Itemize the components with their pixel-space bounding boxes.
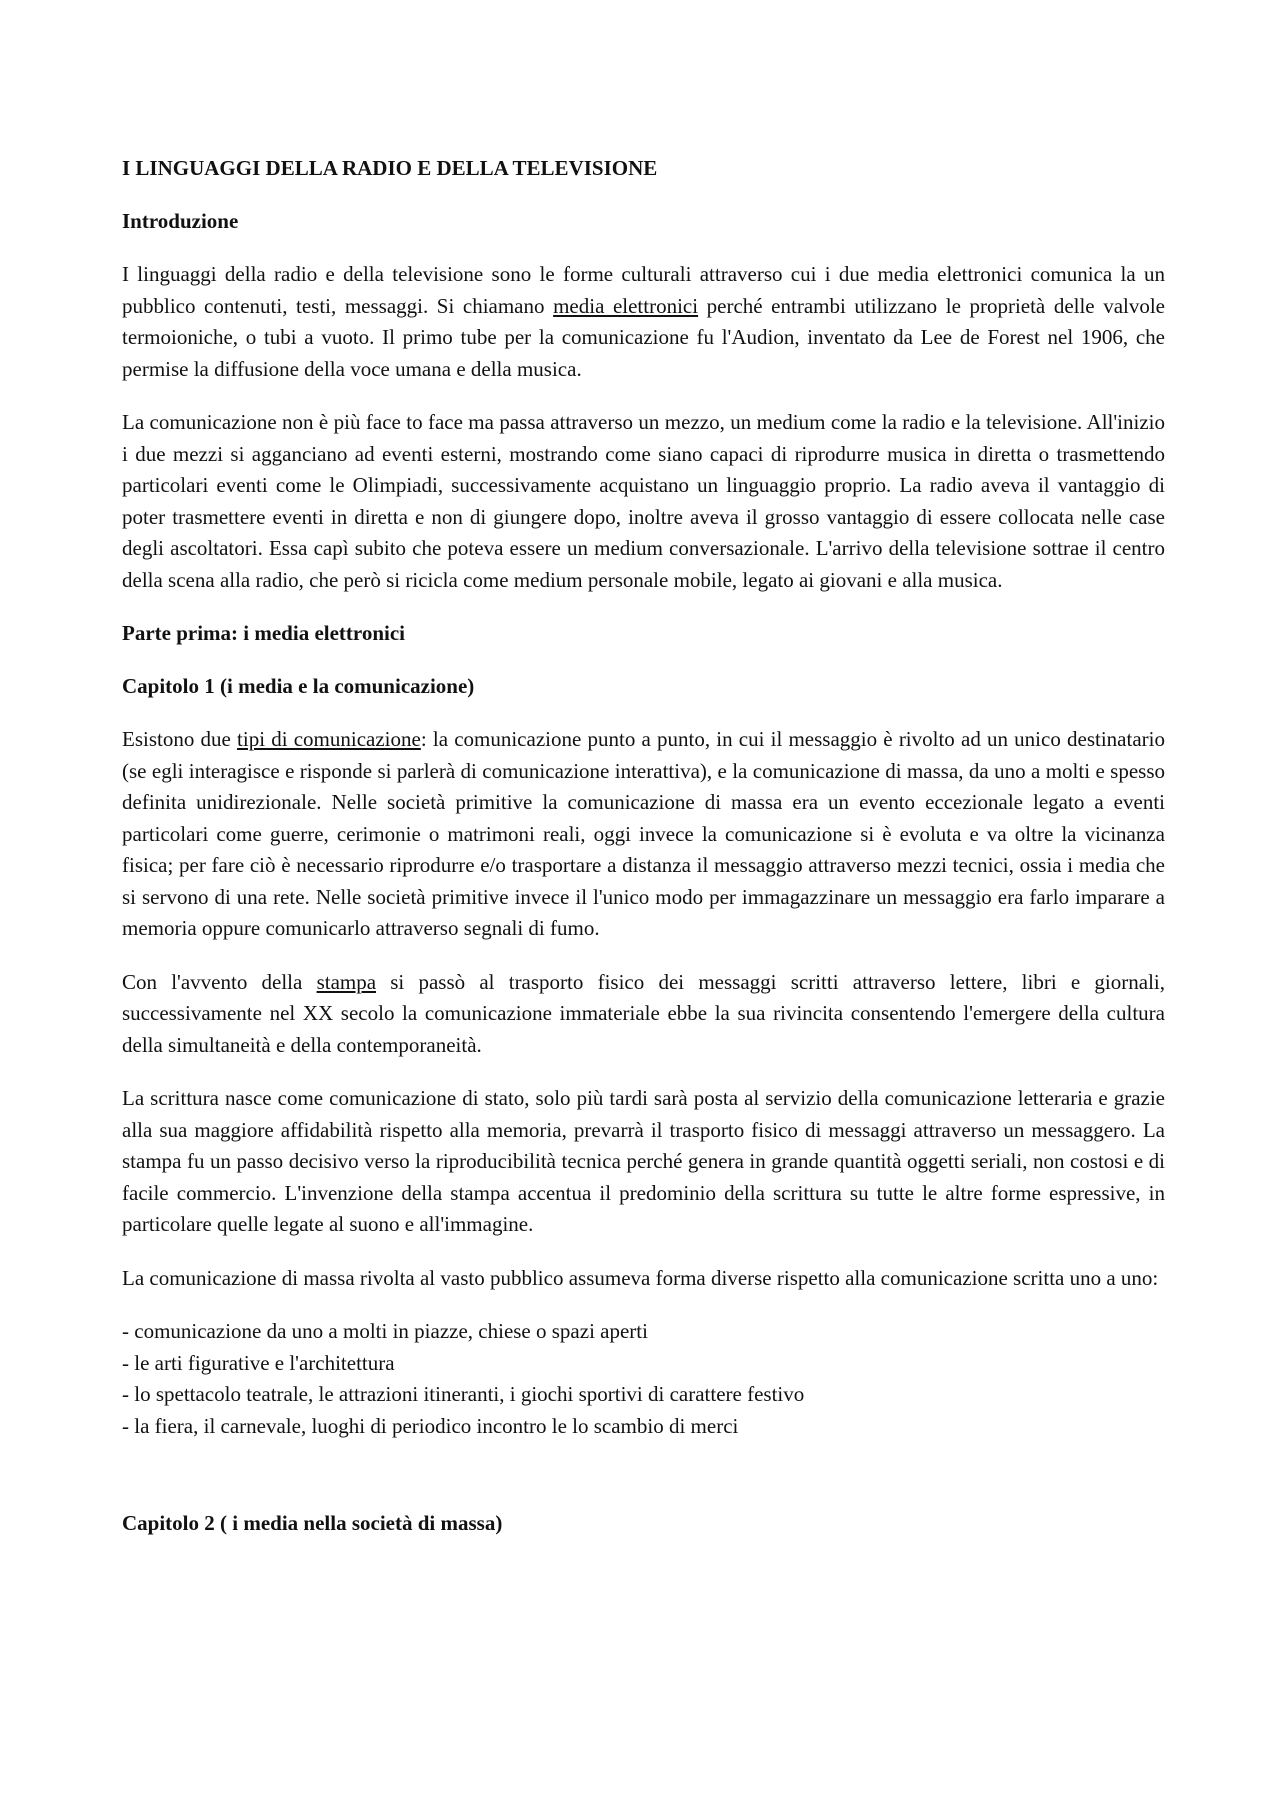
- stampa-link[interactable]: stampa: [316, 969, 377, 994]
- media-elettronici-link[interactable]: media elettronici: [553, 293, 699, 318]
- list-item: - comunicazione da uno a molti in piazze, chiese o spazi aperti: [122, 1319, 648, 1343]
- intro-paragraph-1: I linguaggi della radio e della televisione sono le forme culturali attraverso cui i due media elettronici comunica la un pubblico contenuti, testi, messaggi. Si chiamano media elettronici perché entrambi utilizzano le proprietà delle valvole termoioniche, o tubi a vuoto. Il primo tube per la comunicazione fu l'Audion, inventato da Lee de Forest nel 1906, che permise la diffusione della voce umana e della musica.: [122, 262, 1166, 381]
- chapter1-paragraph-3: La scrittura nasce come comunicazione di stato, solo più tardi sarà posta al servizio della comunicazione letteraria e grazie alla sua maggiore affidabilità rispetto alla memoria, prevarrà il trasporto fisico di messaggi attraverso un messaggero. La stampa fu un passo decisivo verso la riproducibilità tecnica perché genera in grande quantità oggetti seriali, non costosi e di facile commercio. L'invenzione della stampa accentua il predominio della scrittura su tutte le altre forme espressive, in particolare quelle legate al suono e all'immagine.: [122, 1086, 1165, 1236]
- list-item: - le arti figurative e l'architettura: [122, 1350, 395, 1375]
- tipi-di-comunicazione-link[interactable]: tipi di comunicazione: [237, 727, 421, 751]
- chapter1-heading: Capitolo 1 (i media e la comunicazione): [122, 674, 475, 698]
- mass-communication-list: [122, 1316, 1165, 1442]
- chapter2-heading: Capitolo 2 ( i media nella società di massa): [122, 1511, 503, 1535]
- list-item: - la fiera, il carnevale, luoghi di periodico incontro le lo scambio di merci: [122, 1413, 739, 1438]
- spacer: [122, 1442, 1165, 1508]
- chapter1-paragraph-2: Con l'avvento della stampa si passò al trasporto fisico dei messaggi scritti attraverso lettere, libri e giornali, successivamente nel XX secolo la comunicazione immateriale ebbe la sua rivincita consentendo l'emergere della cultura della simultaneità e della contemporaneità.: [122, 969, 1165, 1057]
- chapter1-paragraph-4: La comunicazione di massa rivolta al vasto pubblico assumeva forma diverse rispetto alla comunicazione scritta uno a uno:: [122, 1265, 1159, 1290]
- part1-heading: Parte prima: i media elettronici: [122, 621, 406, 645]
- intro-paragraph-2: La comunicazione non è più face to face ma passa attraverso un mezzo, un medium come la radio e la televisione. All'inizio i due mezzi si agganciano ad eventi esterni, mostrando come siano capaci di riprodurre musica in diretta o trasmettendo particolari eventi come le Olimpiadi, successivamente acquistano un linguaggio proprio. La radio aveva il vantaggio di poter trasmettere eventi in diretta e non di giungere dopo, inoltre aveva il grosso vantaggio di essere collocata nelle case degli ascoltatori. Essa capì subito che poteva essere un medium conversazionale. L'arrivo della televisione sottrae il centro della scena alla radio, che però si ricicla come medium personale mobile, legato ai giovani e alla musica.: [122, 410, 1165, 592]
- document-title: I LINGUAGGI DELLA RADIO E DELLA TELEVISIONE: [122, 156, 658, 180]
- list-item: - lo spettacolo teatrale, le attrazioni itineranti, i giochi sportivi di carattere festivo: [122, 1382, 805, 1406]
- intro-heading: Introduzione: [122, 209, 239, 233]
- chapter1-paragraph-1: Esistono due tipi di comunicazione: la comunicazione punto a punto, in cui il messaggio è rivolto ad un unico destinatario (se egli interagisce e risponde si parlerà di comunicazione interattiva), e la comunicazione di massa, da uno a molti e spesso definita unidirezionale. Nelle società primitive la comunicazione di massa era un evento eccezionale legato a eventi particolari come guerre, cerimonie o matrimoni reali, oggi invece la comunicazione si è evoluta e va oltre la vicinanza fisica; per fare ciò è necessario riprodurre e/o trasportare a distanza il messaggio attraverso mezzi tecnici, ossia i media che si servono di una rete. Nelle società primitive invece il l'unico modo per immagazzinare un messaggio era farlo imparare a memoria oppure comunicarlo attraverso segnali di fumo.: [122, 727, 1165, 940]
